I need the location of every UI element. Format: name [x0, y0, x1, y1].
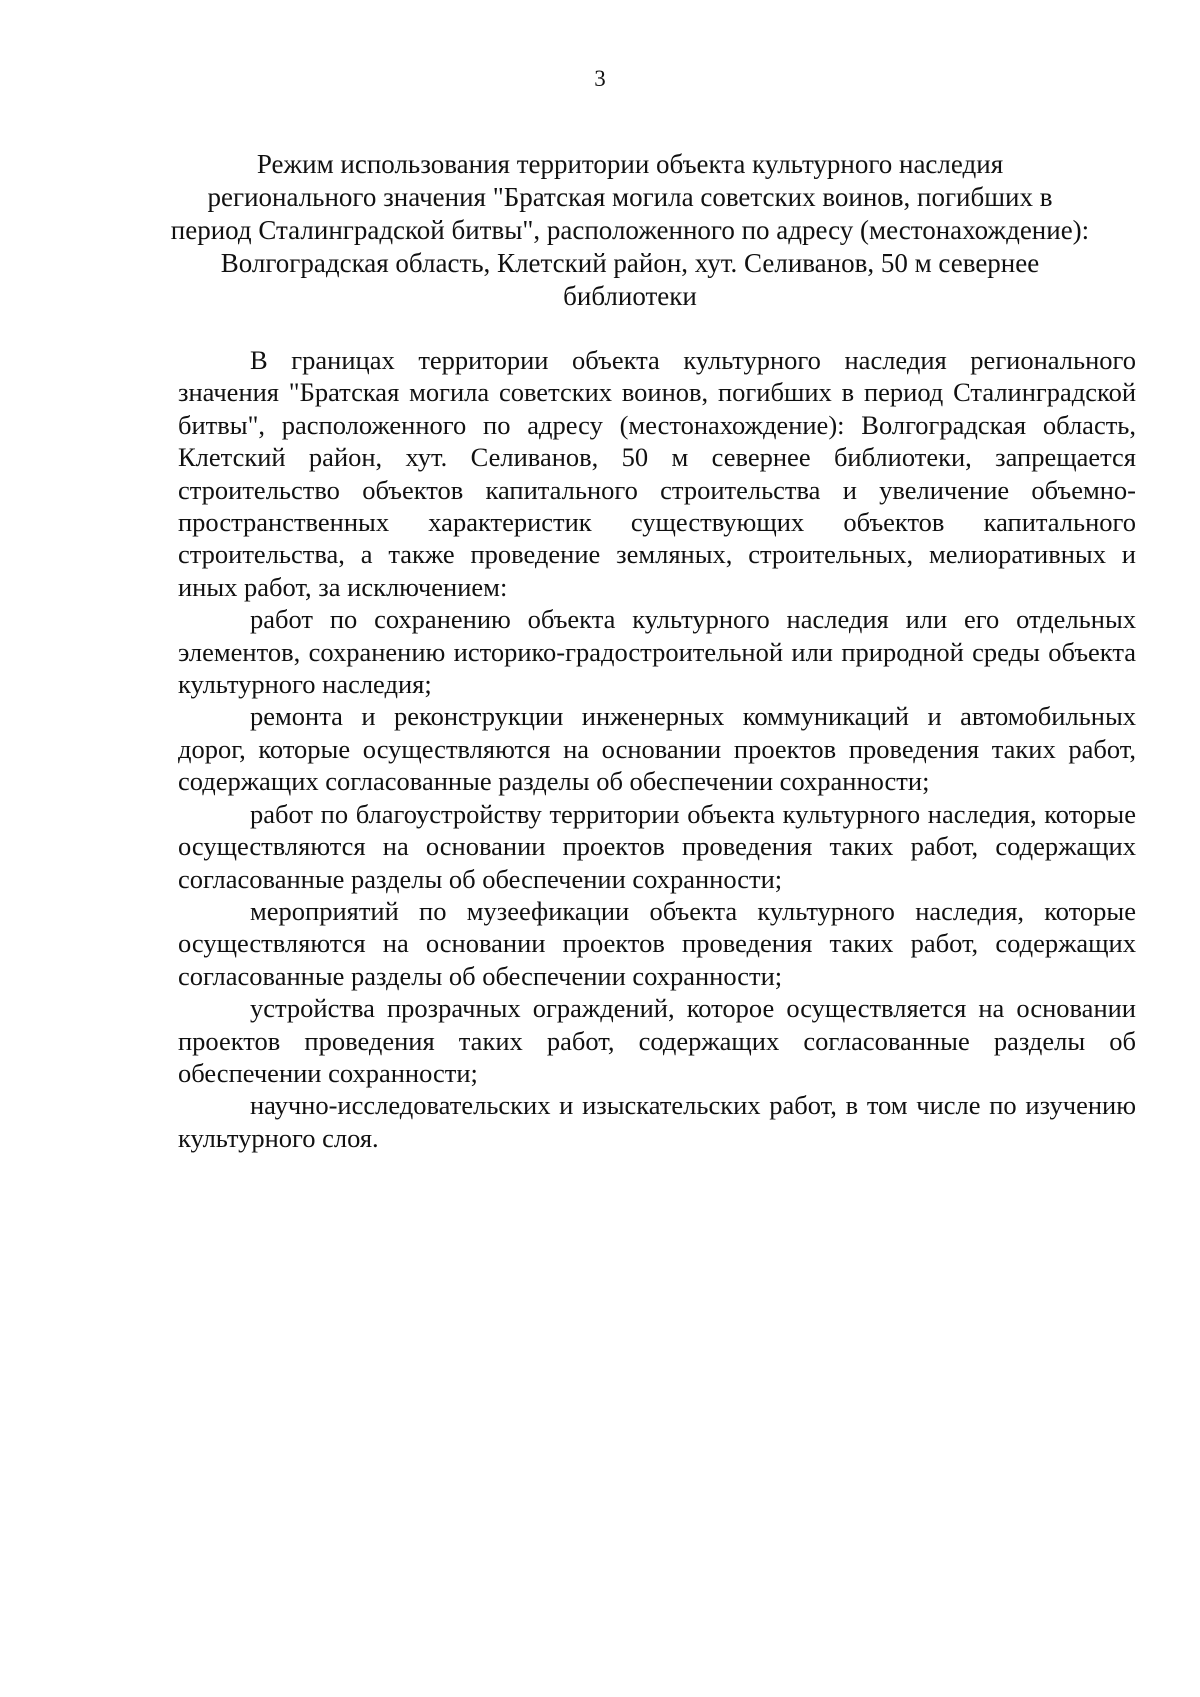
exception-item: работ по благоустройству территории объекта культурного наследия, которые осуществляются на основании проектов проведения таких работ, содержащих согласованные разделы об обеспечении сохранности; — [178, 798, 1136, 894]
exception-item: работ по сохранению объекта культурного наследия или его отдельных элементов, сохранению историко-градостроительной или природной среды объекта культурного наследия; — [178, 604, 1136, 700]
intro-paragraph: В границах территории объекта культурного наследия регионального значения "Братская могила советских воинов, погибших в период Сталинградской битвы", расположенного по адресу (местонахождение): Волгоградская область, Клетский район, хут. Селиванов, 50 м севернее библиотеки, запрещается строительство объектов капитального строительства и увеличение объемно-пространственных характеристик существующих объектов капитального строительства, а также проведение земляных, строительных, мелиоративных и иных работ, за исключением: — [178, 345, 1136, 602]
page-number: 3 — [594, 66, 606, 91]
title-line: регионального значения "Братская могила советских воинов, погибших в — [207, 182, 1053, 212]
exception-item: ремонта и реконструкции инженерных коммуникаций и автомобильных дорог, которые осуществляются на основании проектов проведения таких работ, содержащих согласованные разделы об обеспечении сохранности; — [178, 701, 1136, 797]
exception-item: научно-исследовательских и изыскательских работ, в том числе по изучению культурного слоя. — [178, 1090, 1136, 1153]
title-line: Волгоградская область, Клетский район, хут. Селиванов, 50 м севернее — [220, 248, 1040, 278]
title-line: период Сталинградской битвы", расположенного по адресу (местонахождение): — [170, 215, 1090, 245]
document-body — [178, 344, 1136, 1154]
exception-item: мероприятий по музеефикации объекта культурного наследия, которые осуществляются на основании проектов проведения таких работ, содержащих согласованные разделы об обеспечении сохранности; — [178, 895, 1136, 991]
title-line: библиотеки — [563, 281, 697, 311]
exception-item: устройства прозрачных ограждений, которое осуществляется на основании проектов проведения таких работ, содержащих согласованные разделы об обеспечении сохранности; — [178, 993, 1136, 1088]
document-title — [170, 148, 1090, 313]
title-line: Режим использования территории объекта культурного наследия — [256, 149, 1004, 179]
